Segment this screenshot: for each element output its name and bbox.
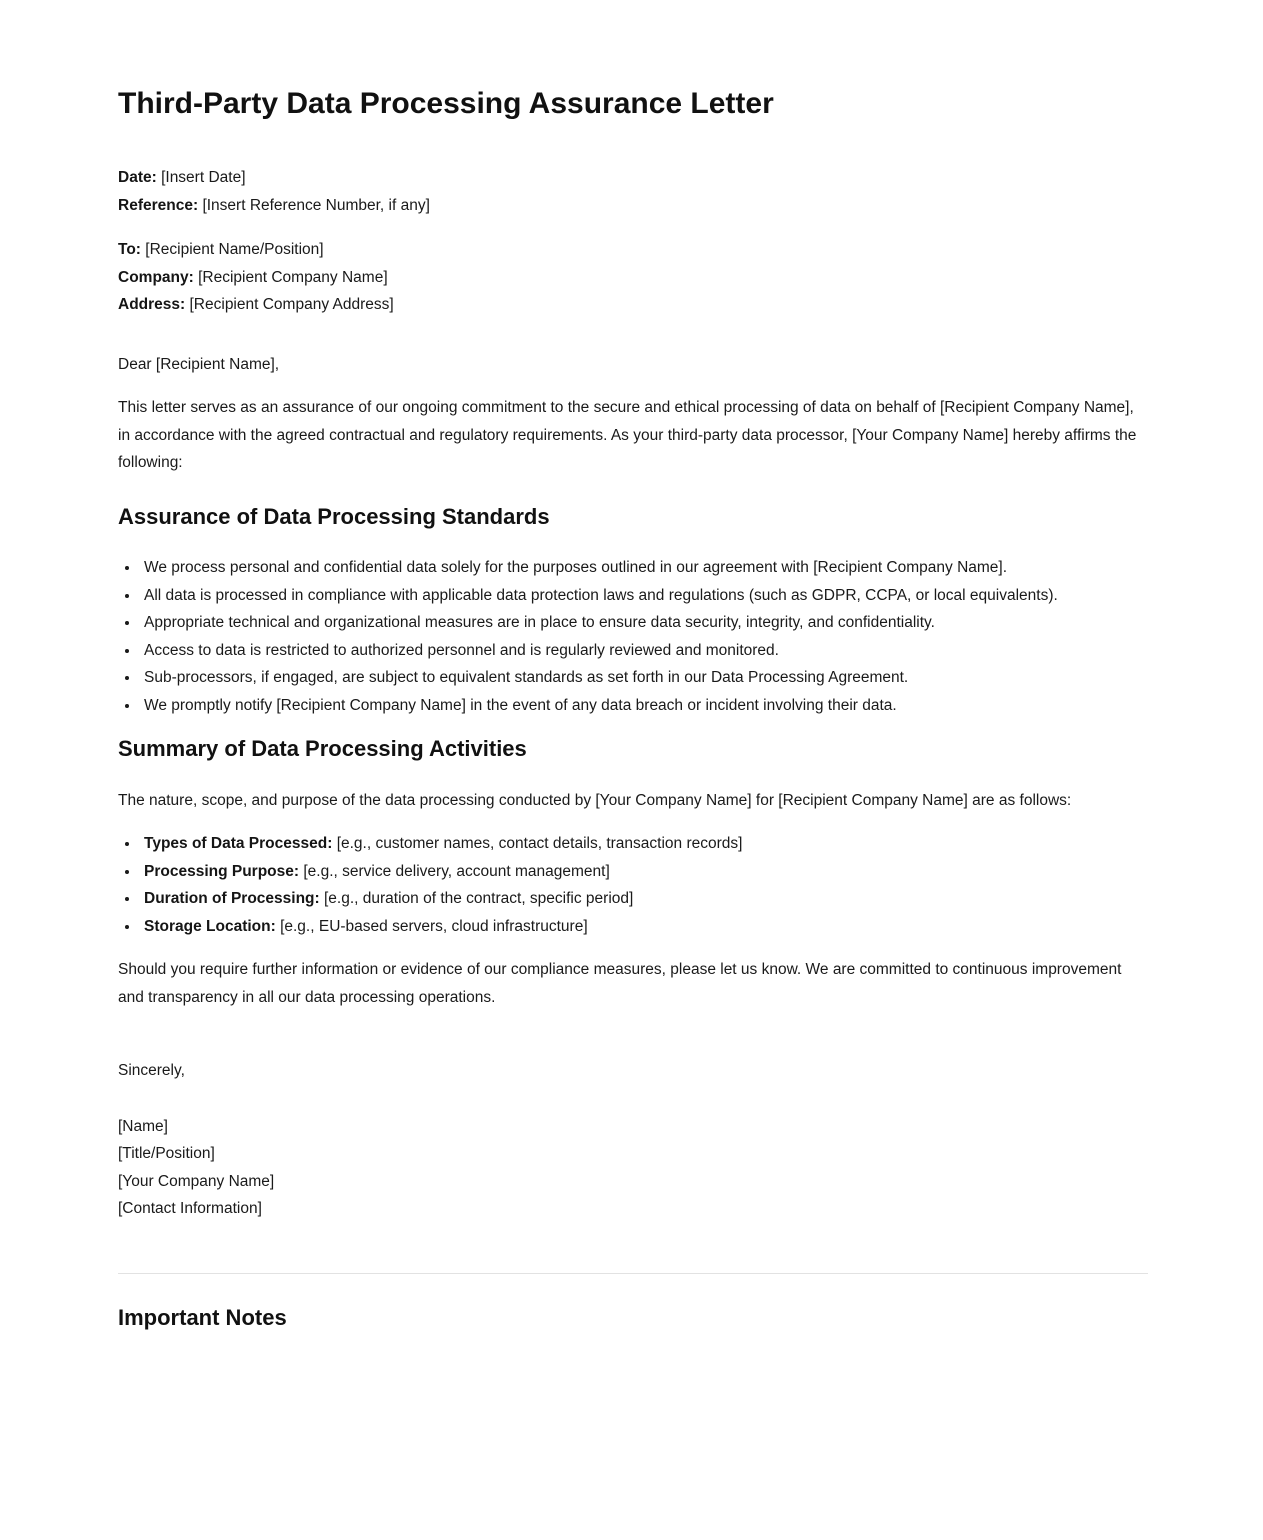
summary-item <box>140 858 1148 886</box>
assurance-bullet-item: • Access to data is restricted to authorized personnel and is regularly reviewed and monitored. <box>140 637 1148 665</box>
assurance-bullet-item: • We process personal and confidential data solely for the purposes outlined in our agreement with [Recipient Company Name]. <box>140 554 1148 582</box>
summary-item-label: Processing Purpose: <box>144 862 300 880</box>
summary-intro-paragraph: The nature, scope, and purpose of the data processing conducted by [Your Company Name] for [Recipient Company Name] are as follows: <box>118 791 1072 809</box>
summary-item <box>140 830 1148 858</box>
address-label: Address: <box>118 296 186 313</box>
signature-contact: [Contact Information] <box>118 1200 262 1217</box>
company-label: Company: <box>118 268 194 286</box>
signature-name: [Name] <box>118 1117 168 1135</box>
section-divider <box>118 1273 1148 1274</box>
to-value: [Recipient Name/Position] <box>145 241 324 258</box>
signature-company: [Your Company Name] <box>118 1172 275 1190</box>
summary-section-heading: Summary of Data Processing Activities <box>118 736 527 761</box>
summary-item <box>140 885 1148 913</box>
intro-paragraph: This letter serves as an assurance of our ongoing commitment to the secure and ethical processing of data on behalf of [Recipient Company Name], in accordance with the agreed contractual and regulatory requirements. As your third-party data processor, [Your Company Name] hereby affirms the following: <box>118 399 1137 471</box>
date-label: Date: <box>118 169 157 186</box>
reference-label: Reference: <box>118 196 199 214</box>
document-title: Third-Party Data Processing Assurance Letter <box>118 87 774 120</box>
summary-item-label: Storage Location: <box>144 917 276 935</box>
summary-item-list <box>118 830 1148 940</box>
reference-value: [Insert Reference Number, if any] <box>202 196 430 214</box>
assurance-bullet-item: • We promptly notify [Recipient Company Name] in the event of any data breach or incident involving their data. <box>140 692 1148 720</box>
company-value: [Recipient Company Name] <box>198 268 388 286</box>
to-label: To: <box>118 241 141 258</box>
assurance-section-heading: Assurance of Data Processing Standards <box>118 503 550 529</box>
assurance-bullet-item: • Appropriate technical and organizational measures are in place to ensure data security, integrity, and confidentiality. <box>140 609 1148 637</box>
salutation: Dear [Recipient Name], <box>118 355 280 373</box>
assurance-bullet-list <box>118 554 1148 719</box>
summary-item-label: Types of Data Processed: <box>144 835 333 852</box>
closing-paragraph: Should you require further information or evidence of our compliance measures, please let us know. We are committed to continuous improvement and transparency in all our data processing operations. <box>118 961 1122 1006</box>
date-value: [Insert Date] <box>161 169 246 186</box>
summary-item-value: [e.g., EU-based servers, cloud infrastructure] <box>280 917 588 935</box>
reference-line <box>118 192 1148 220</box>
date-line <box>118 164 1148 192</box>
assurance-bullet-item: • All data is processed in compliance with applicable data protection laws and regulations (such as GDPR, CCPA, or local equivalents). <box>140 582 1148 610</box>
address-line <box>118 291 1148 319</box>
signature-block <box>118 1113 1148 1223</box>
recipient-block <box>118 236 1148 319</box>
meta-block <box>118 164 1148 219</box>
summary-item-value: [e.g., service delivery, account management] <box>303 862 610 880</box>
summary-item-label: Duration of Processing: <box>144 890 320 907</box>
address-value: [Recipient Company Address] <box>189 296 394 313</box>
summary-item-value: [e.g., duration of the contract, specific period] <box>324 890 634 907</box>
assurance-bullet-item: • Sub-processors, if engaged, are subject to equivalent standards as set forth in our Data Processing Agreement. <box>140 664 1148 692</box>
summary-item <box>140 913 1148 941</box>
summary-item-value: [e.g., customer names, contact details, transaction records] <box>336 835 743 852</box>
signature-title: [Title/Position] <box>118 1145 215 1162</box>
important-notes-heading: Important Notes <box>118 1304 287 1330</box>
signoff: Sincerely, <box>118 1062 185 1079</box>
to-line <box>118 236 1148 264</box>
company-line <box>118 264 1148 292</box>
